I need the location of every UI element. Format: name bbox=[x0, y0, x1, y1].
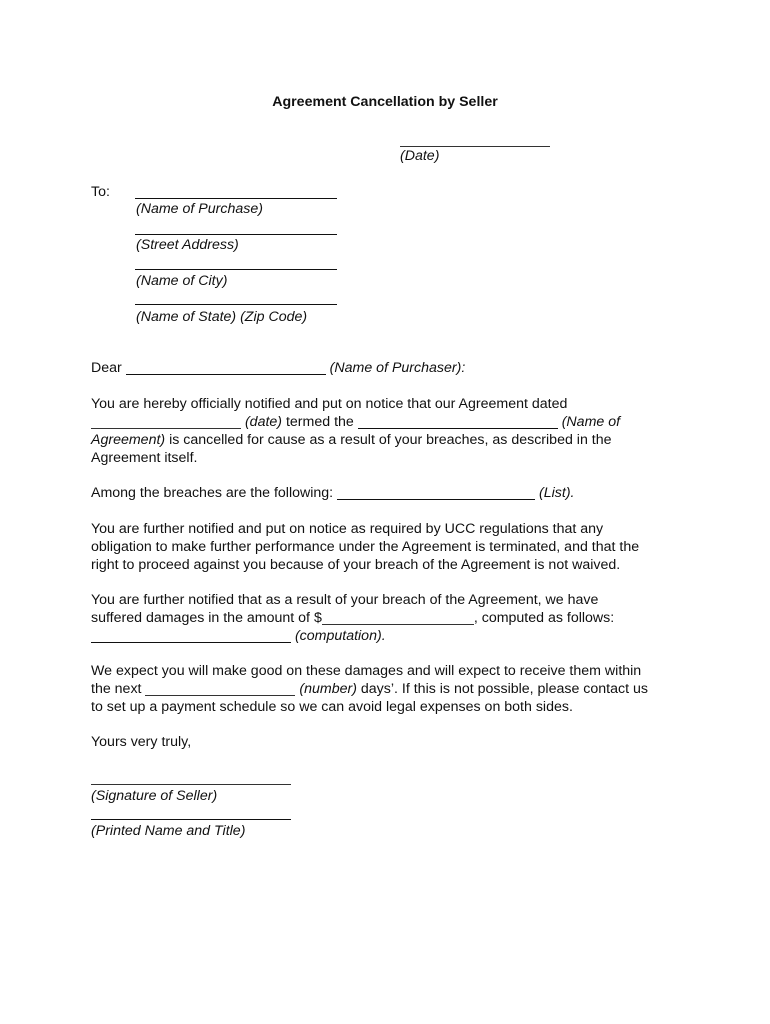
signature-label: (Signature of Seller) bbox=[91, 788, 218, 804]
purchaser-salutation-blank[interactable] bbox=[126, 361, 326, 375]
p3-line2: obligation to make further performance under the Agreement is terminated, and that the bbox=[91, 539, 640, 555]
p1-line1: You are hereby officially notified and put on notice that our Agreement dated bbox=[91, 396, 568, 412]
purchaser-name-line[interactable] bbox=[135, 198, 337, 199]
paragraph-damages bbox=[91, 591, 691, 645]
p5-line2-b: days’. If this is not possible, please contact us bbox=[360, 681, 648, 697]
p1-line4: Agreement itself. bbox=[91, 450, 198, 466]
p1-name-of: (Name of bbox=[561, 414, 621, 430]
p4-line2-b: , computed as follows: bbox=[473, 610, 615, 626]
salutation-label: (Name of Purchaser): bbox=[329, 360, 466, 376]
city-line[interactable] bbox=[135, 269, 337, 270]
computation-blank[interactable] bbox=[91, 629, 291, 643]
damages-amount-blank[interactable] bbox=[322, 611, 474, 625]
p1-line3-rest: is cancelled for cause as a result of your breaches, as described in the bbox=[169, 432, 612, 448]
date-label: (Date) bbox=[400, 148, 440, 164]
agreement-date-blank[interactable] bbox=[91, 415, 241, 429]
salutation-prefix: Dear bbox=[91, 360, 122, 376]
p2-text: Among the breaches are the following: bbox=[91, 485, 334, 501]
state-zip-line[interactable] bbox=[135, 304, 337, 305]
agreement-name-blank[interactable] bbox=[358, 415, 558, 429]
signature-line[interactable] bbox=[91, 784, 291, 785]
paragraph-payment bbox=[91, 662, 691, 716]
p1-agreement-label: Agreement) bbox=[91, 432, 166, 448]
p4-computation-label: (computation). bbox=[294, 628, 386, 644]
paragraph-notice bbox=[91, 395, 691, 467]
p5-line2-a: the next bbox=[91, 681, 142, 697]
street-address-line[interactable] bbox=[135, 234, 337, 235]
address-label-street: (Street Address) bbox=[136, 237, 239, 253]
breaches-list-blank[interactable] bbox=[337, 486, 535, 500]
address-label-city: (Name of City) bbox=[136, 273, 228, 289]
printed-name-line[interactable] bbox=[91, 819, 291, 820]
salutation bbox=[91, 359, 691, 377]
days-number-blank[interactable] bbox=[145, 682, 295, 696]
address-label-state-zip: (Name of State) (Zip Code) bbox=[136, 309, 308, 325]
date-line[interactable] bbox=[400, 146, 550, 147]
p1-date-label: (date) bbox=[244, 414, 283, 430]
p1-termed: termed the bbox=[285, 414, 354, 430]
document-title: Agreement Cancellation by Seller bbox=[272, 94, 498, 110]
p3-line3: right to proceed against you because of your breach of the Agreement is not waived. bbox=[91, 557, 621, 573]
paragraph-breaches bbox=[91, 484, 691, 502]
to-label: To: bbox=[91, 184, 110, 200]
p4-line1: You are further notified that as a result of your breach of the Agreement, we have bbox=[91, 592, 599, 608]
closing: Yours very truly, bbox=[91, 734, 192, 750]
p4-line2-a: suffered damages in the amount of $ bbox=[91, 610, 322, 626]
p2-list-label: (List). bbox=[539, 485, 575, 501]
p5-line3: to set up a payment schedule so we can avoid legal expenses on both sides. bbox=[91, 699, 573, 715]
p3-line1: You are further notified and put on notice as required by UCC regulations that any bbox=[91, 521, 604, 537]
printed-name-label: (Printed Name and Title) bbox=[91, 823, 246, 839]
p5-number-label: (number) bbox=[299, 681, 357, 697]
p5-line1: We expect you will make good on these damages and will expect to receive them within bbox=[91, 663, 642, 679]
address-label-name: (Name of Purchase) bbox=[136, 201, 263, 217]
paragraph-ucc bbox=[91, 520, 691, 574]
